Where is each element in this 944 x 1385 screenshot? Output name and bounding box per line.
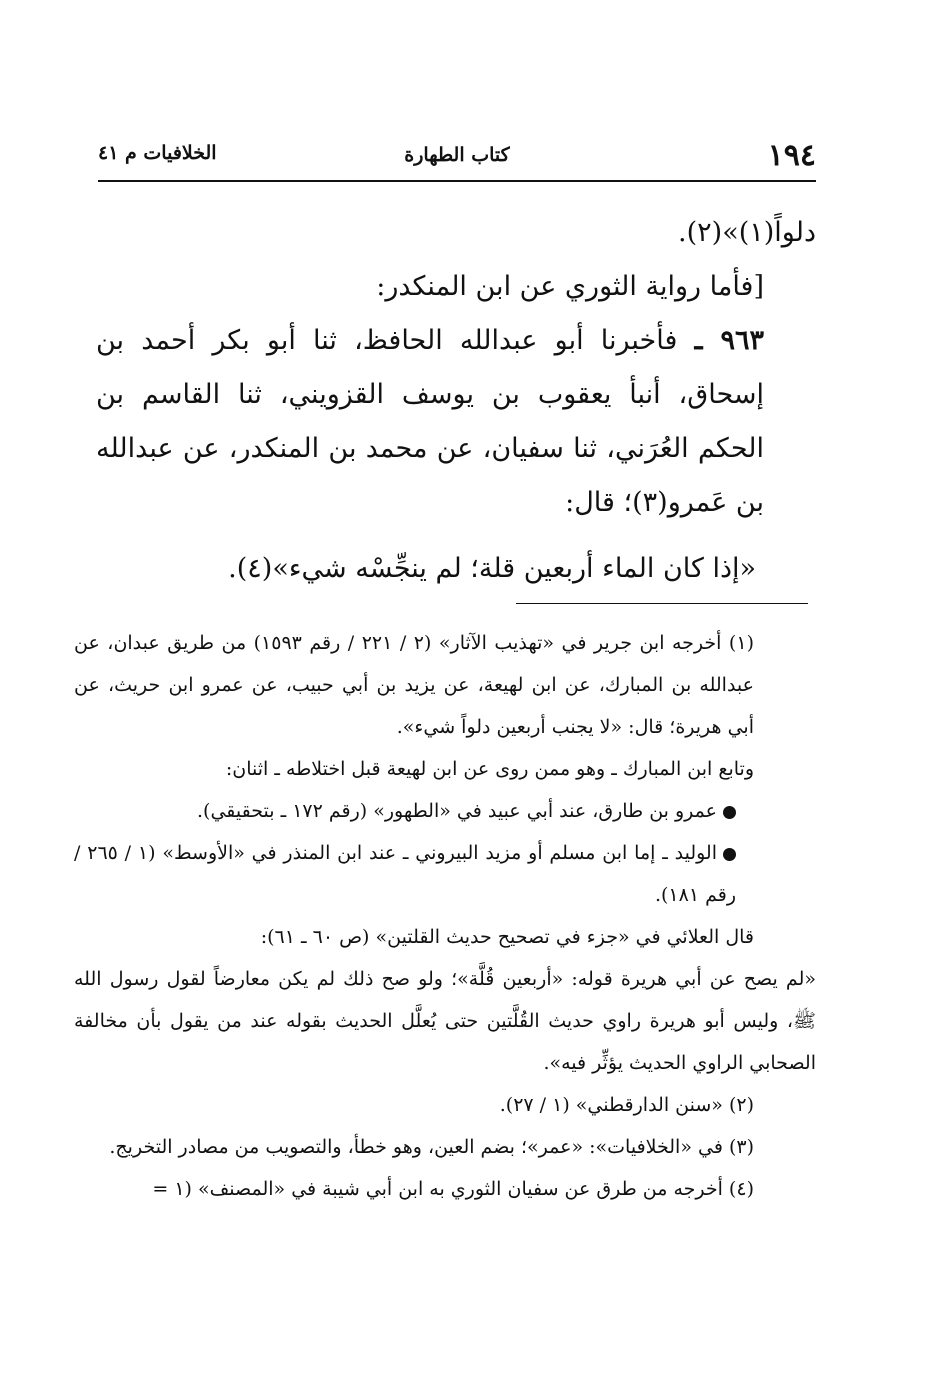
page-header: [98, 138, 816, 178]
bullet-icon: [723, 806, 736, 819]
footnote-1-bullet-1: عمرو بن طارق، عند أبي عبيد في «الطهور» (رقم ١٧٢ ـ بتحقيقي).: [74, 790, 816, 832]
footnote-4: (٤) أخرجه من طرق عن سفيان الثوري به ابن أبي شيبة في «المصنف» (١ =: [152, 1178, 754, 1200]
header-rule: [98, 180, 816, 182]
hadith-quote: «إذا كان الماء أربعين قلة؛ لم ينجِّسْه شيء»(٤).: [228, 553, 756, 584]
footnote-1-para-2: وتابع ابن المبارك ـ وهو ممن روى عن ابن لهيعة قبل اختلاطه ـ اثنان:: [225, 758, 754, 780]
hadith-text: فأخبرنا أبو عبدالله الحافظ، ثنا أبو بكر أحمد بن إسحاق، أنبأ يعقوب بن يوسف القزويني، ثنا القاسم بن الحكم العُرَني، ثنا سفيان، عن محمد بن المنكدر، عن عبدالله بن عَمرو(٣)؛ قال:: [96, 325, 764, 518]
text-line-1: دلواً(١)»(٢).: [678, 217, 816, 248]
footnote-1-bullet-2: الوليد ـ إما ابن مسلم أو مزيد البيروني ـ عند ابن المنذر في «الأوسط» (١ / ٢٦٥ / رقم ١٨١).: [74, 842, 736, 906]
footnote-2: (٢) «سنن الدارقطني» (١ / ٢٧).: [499, 1094, 754, 1116]
footnote-1-quote: «لم يصح عن أبي هريرة قوله: «أربعين قُلَّة»؛ ولو صح ذلك لم يكن معارضاً لقول رسول الله ﷺ، وليس أبو هريرة راوي حديث القُلَّتين حتى يُعلَّل الحديث بقوله عند من يقول بأن مخالفة الصحابي الراوي الحديث يؤثِّر فيه».: [74, 968, 816, 1074]
main-text: [96, 206, 816, 596]
text-line-2: [فأما رواية الثوري عن ابن المنكدر:: [376, 271, 764, 302]
section-marker: الخلافيات م ٤١: [98, 142, 217, 164]
footnote-3: (٣) في «الخلافيات»: «عمر»؛ بضم العين، وهو خطأ، والتصويب من مصادر التخريج.: [109, 1136, 754, 1158]
hadith-number: ٩٦٣ ـ: [694, 325, 764, 356]
page-number: ١٩٤: [767, 138, 816, 173]
footnote-1-para-3: قال العلائي في «جزء في تصحيح حديث القلتين» (ص ٦٠ ـ ٦١):: [260, 926, 754, 948]
bullet-icon: [723, 848, 736, 861]
footnotes: [74, 622, 816, 1210]
footnote-1: (١) أخرجه ابن جرير في «تهذيب الآثار» (٢ / ٢٢١ / رقم ١٥٩٣) من طريق عبدان، عن عبدالله بن المبارك، عن ابن لهيعة، عن يزيد بن أبي حبيب، عن عمرو ابن حريث، عن أبي هريرة؛ قال: «لا يجنب أربعين دلواً شيء».: [74, 632, 754, 738]
footnote-separator: [516, 603, 808, 604]
hadith-paragraph: [96, 314, 816, 530]
book-title: كتاب الطهارة: [404, 144, 510, 166]
